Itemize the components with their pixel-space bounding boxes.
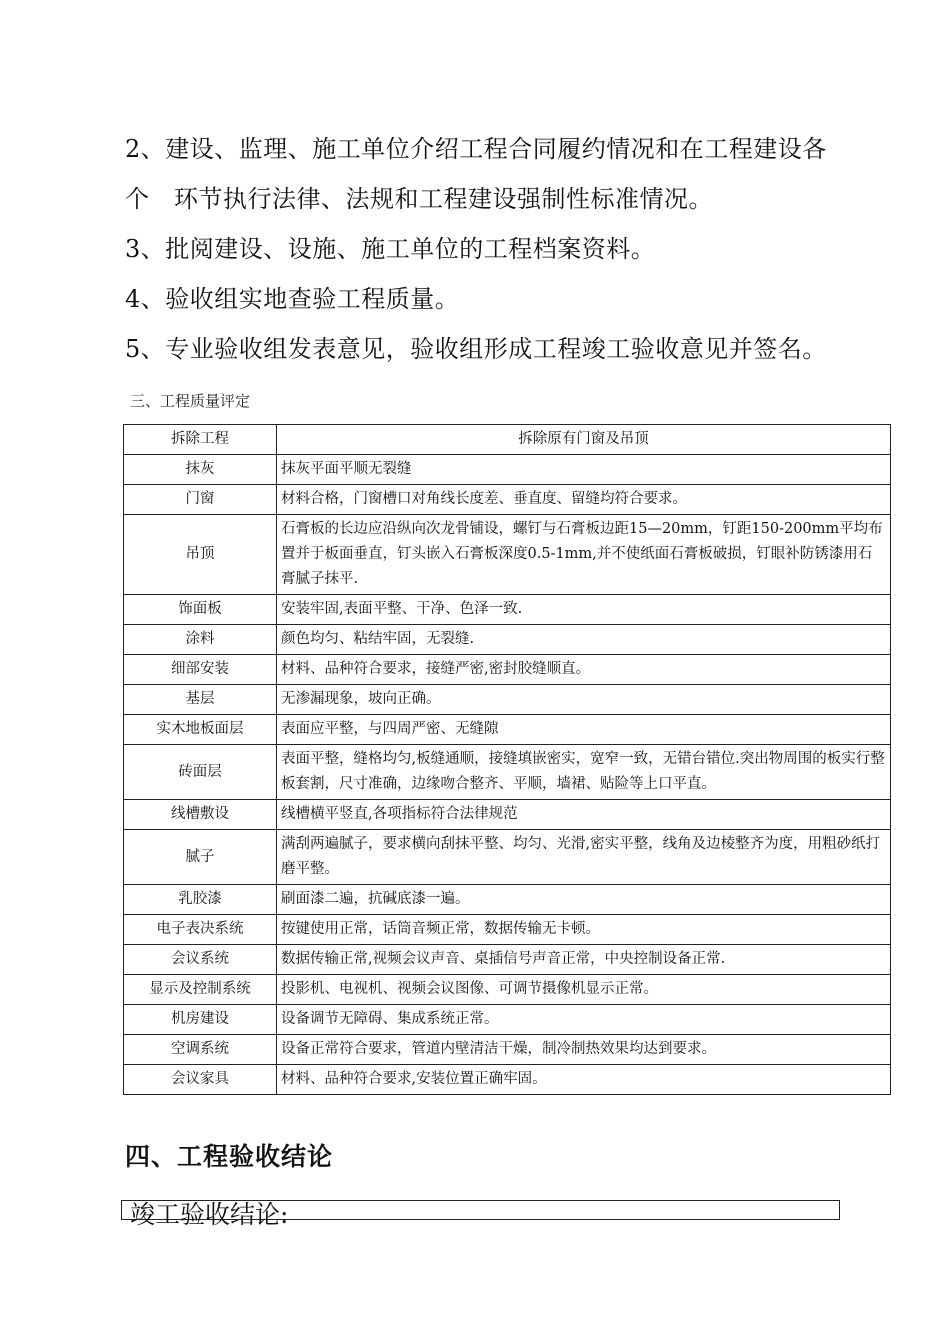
table-row	[124, 455, 891, 485]
row-item-requirement: 表面平整，缝格均匀,板缝通顺，接缝填嵌密实，宽窄一致，无错台错位.突出物周围的板实行整板套割，尺寸准确，边缘吻合整齐、平顺，墙裙、贴险等上口平直。	[277, 745, 891, 800]
table-row	[124, 800, 891, 830]
row-item-name: 会议系统	[124, 945, 277, 975]
row-item-requirement: 材料、品种符合要求,安装位置正确牢固。	[277, 1065, 891, 1095]
row-item-requirement: 安装牢固,表面平整、干净、色泽一致.	[277, 595, 891, 625]
table-row	[124, 625, 891, 655]
row-item-name: 会议家具	[124, 1065, 277, 1095]
row-item-name: 实木地板面层	[124, 715, 277, 745]
paragraph-item-2-cont: 个 环节执行法律、法规和工程建设强制性标准情况。	[125, 185, 713, 213]
section-3-title: 三、工程质量评定	[130, 392, 251, 410]
paragraph-item-2: 2、建设、监理、施工单位介绍工程合同履约情况和在工程建设各	[125, 135, 827, 163]
table-header-row	[124, 425, 891, 455]
row-item-name: 机房建设	[124, 1005, 277, 1035]
header-cell-content: 拆除原有门窗及吊顶	[277, 425, 891, 455]
table-row	[124, 485, 891, 515]
row-item-requirement: 按键使用正常，话筒音频正常，数据传输无卡顿。	[277, 915, 891, 945]
row-item-requirement: 满刮两遍腻子，要求横向刮抹平整、均匀、光滑,密实平整，线角及边棱整齐为度，用粗砂纸打磨平整。	[277, 830, 891, 885]
row-item-requirement: 表面应平整，与四周严密、无缝隙	[277, 715, 891, 745]
row-item-name: 饰面板	[124, 595, 277, 625]
table-row	[124, 830, 891, 885]
row-item-requirement: 材料合格，门窗槽口对角线长度差、垂直度、留缝均符合要求。	[277, 485, 891, 515]
table-row	[124, 975, 891, 1005]
row-item-name: 线槽敷设	[124, 800, 277, 830]
row-item-requirement: 抹灰平面平顺无裂缝	[277, 455, 891, 485]
table-row	[124, 685, 891, 715]
row-item-requirement: 投影机、电视机、视频会议图像、可调节摄像机显示正常。	[277, 975, 891, 1005]
paragraph-item-5: 5、专业验收组发表意见，验收组形成工程竣工验收意见并签名。	[125, 335, 827, 363]
row-item-requirement: 线槽横平竖直,各项指标符合法律规范	[277, 800, 891, 830]
row-item-name: 细部安装	[124, 655, 277, 685]
row-item-name: 基层	[124, 685, 277, 715]
row-item-name: 吊顶	[124, 515, 277, 595]
row-item-name: 显示及控制系统	[124, 975, 277, 1005]
row-item-requirement: 设备正常符合要求，管道内壁清洁干燥，制冷制热效果均达到要求。	[277, 1035, 891, 1065]
table-row	[124, 515, 891, 595]
conclusion-label: 竣工验收结论:	[130, 1200, 289, 1229]
row-item-name: 乳胶漆	[124, 885, 277, 915]
row-item-name: 空调系统	[124, 1035, 277, 1065]
table-row	[124, 595, 891, 625]
table-row	[124, 715, 891, 745]
row-item-requirement: 无渗漏现象，坡向正确。	[277, 685, 891, 715]
table-row	[124, 945, 891, 975]
paragraph-item-3: 3、批阅建设、设施、施工单位的工程档案资料。	[125, 235, 656, 263]
row-item-requirement: 颜色均匀、粘结牢固，无裂缝.	[277, 625, 891, 655]
table-row	[124, 1065, 891, 1095]
quality-table	[123, 424, 891, 1095]
row-item-requirement: 数据传输正常,视频会议声音、桌插信号声音正常，中央控制设备正常.	[277, 945, 891, 975]
table-row	[124, 655, 891, 685]
table-row	[124, 745, 891, 800]
paragraph-item-4: 4、验收组实地查验工程质量。	[125, 285, 460, 313]
table-row	[124, 885, 891, 915]
header-cell-item: 拆除工程	[124, 425, 277, 455]
row-item-name: 砖面层	[124, 745, 277, 800]
table-row	[124, 915, 891, 945]
section-4-title: 四、工程验收结论	[125, 1142, 334, 1171]
conclusion-box	[121, 1200, 840, 1229]
row-item-requirement: 设备调节无障碍、集成系统正常。	[277, 1005, 891, 1035]
row-item-name: 电子表决系统	[124, 915, 277, 945]
row-item-name: 门窗	[124, 485, 277, 515]
row-item-requirement: 材料、品种符合要求，接缝严密,密封胶缝顺直。	[277, 655, 891, 685]
row-item-name: 抹灰	[124, 455, 277, 485]
row-item-name: 腻子	[124, 830, 277, 885]
row-item-requirement: 石膏板的长边应沿纵向次龙骨铺设，螺钉与石膏板边距15—20mm，钉距150-200mm平均布置并于板面垂直，钉头嵌入石膏板深度0.5-1mm,并不使纸面石膏板破损，钉眼补防锈漆用石膏腻子抹平.	[277, 515, 891, 595]
row-item-requirement: 刷面漆二遍，抗碱底漆一遍。	[277, 885, 891, 915]
table-row	[124, 1005, 891, 1035]
table-row	[124, 1035, 891, 1065]
row-item-name: 涂料	[124, 625, 277, 655]
